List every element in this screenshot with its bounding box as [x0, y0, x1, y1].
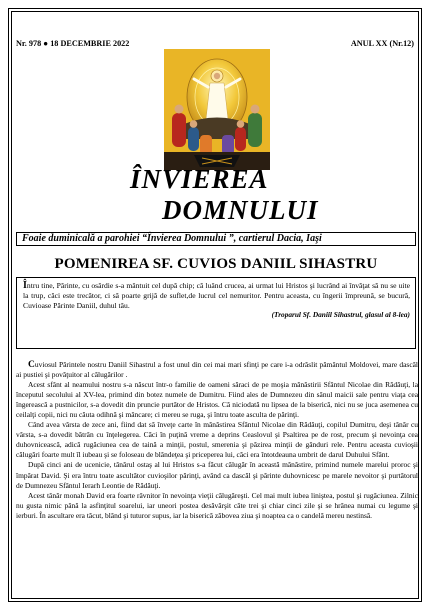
resurrection-icon-image [164, 49, 270, 170]
article-body [16, 360, 418, 521]
article-paragraph: Acest sfânt al neamului nostru s-a născut într-o familie de oameni săraci de pe moşia mănăstirii Sfântul Nicolae din Rădăuţi, la începutul secolului al XV-lea, primind din botez numele de Dumitru. Fiind ales de Dumnezeu din sânul maicii sale pentru viaţa cea îngerească a pustnicilor, s-a dovedit din pruncie purtător de Hristos. Că niciodată nu lipsea de la biserică, nici nu se juca asemenea cu ceilalţi copii, nici nu căuta odihnă şi mâncare; ci mereu se ruga, şi întru toate asculta de părinţi. [16, 380, 418, 420]
article-paragraph: După cinci ani de ucenicie, tânărul ostaş al lui Hristos s-a făcut călugăr în această mănăstire, primind numele marelui proroc şi împărat David. Şi era întru toate ascultător cuvioşilor părinţi, având ca dascăl şi părinte duhovnicesc pe marele nevoitor şi purtătorul de Dumnezeu Sfântul Ierarh Leontie de Rădăuţi. [16, 460, 418, 490]
masthead-title-line1: ÎNVIEREA [130, 164, 269, 194]
feast-title: POMENIREA SF. CUVIOS DANIIL SIHASTRU [54, 256, 378, 272]
troparion-text: ntru tine, Părinte, cu osârdie s-a mântuit cel după chip; că luând crucea, ai urmat lui Hristos şi lucrând ai învăţat să nu se uite la trup, căci este trecător, ci să poarte grijă de suflet,de lucrul cel nemuritor. Pentru aceasta, cu îngerii împreună, se bucură, Cuvioase Părinte Daniil, duhul tău. [23, 281, 410, 310]
troparion-source: (Troparul Sf. Daniil Sihastrul, glasul al 8-lea) [271, 310, 410, 320]
issue-year: ANUL XX (Nr.12) [350, 39, 414, 48]
issue-number: Nr. 978 ● 18 DECEMBRIE 2022 [16, 39, 130, 48]
article-paragraph: Acest tânăr monah David era foarte râvnitor în nevoinţa vieţii călugăreşti. Cel mai mult iubea liniştea, postul şi rugăciunea. Zilnic nu gusta nimic până la asfinţitul soarelui, iar uneori postea desăvârşit câte trei şi chiar cinci zile şi se hrănea numai cu legume şi ierburi. În ascultare era tăcut, blând şi tuturor supus, iar la biserică zăbovea ziua şi noaptea ca o candelă mereu nestinsă. [16, 490, 418, 520]
troparion-initial: Î [23, 280, 27, 291]
troparion-box [16, 277, 416, 349]
resurrection-icon [164, 49, 270, 170]
article-initial: C [28, 360, 35, 370]
masthead-title-line2: DOMNULUI [162, 195, 319, 225]
article-paragraph: Când avea vârsta de zece ani, fiind dat să înveţe carte în mănăstirea Sfântul Nicolae din Rădăuţi, copilul Dumitru, deşi tânăr cu vârsta, s-a dovedit bătrân cu înţelegerea. Căci în puţină vreme a deprins Ceaslovul şi Psaltirea pe de rost, precum şi nevoinţa cea duhovnicească, adică rugăciunea cea de taină a minţii, postul, smerenia şi păzirea minţii de gânduri rele. Pentru aceasta cuvioşii călugări foarte mult îl iubeau şi se foloseau de blândeţea şi priceperea lui, căci era întotdeauna umbrit de darul Duhului Sfânt. [16, 420, 418, 460]
masthead-subtitle: Foaie duminicală a parohiei “Învierea Domnului ”, cartierul Dacia, Iaşi [16, 232, 416, 246]
article-paragraph: Cuviosul Părintele nostru Daniil Sihastrul a fost unul din cei mai mari sfinţi pe care i-a odrăslit pământul Moldovei, mare dascăl ai pustiei şi povăţuitor al călugărilor . [16, 360, 418, 380]
